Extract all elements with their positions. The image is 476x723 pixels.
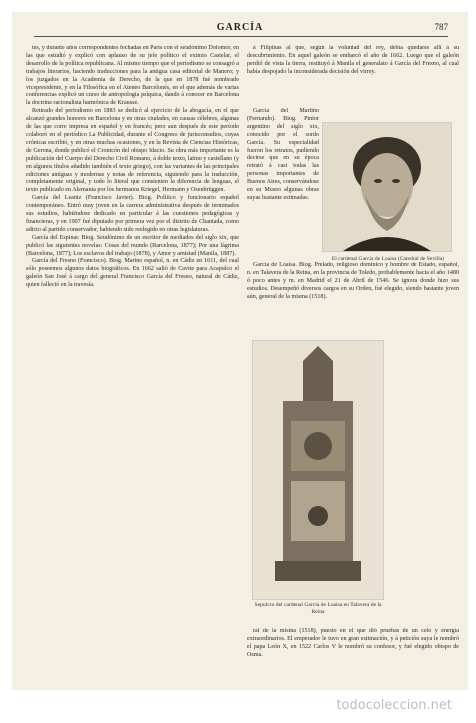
portrait-image xyxy=(323,123,451,251)
portrait-caption: El cardenal García de Loaisa (Catedral de Sevilla) xyxy=(331,256,445,262)
paragraph: á Filipinas al que, según la voluntad del rey, debía quedarse allí á su descubrimiento. En aquel galeón se embarcó el año de 1662. Luego que el galeón perdió de vista la tierra, restituyó á Manila el generalato á García del Fresno, al cual había despojado la inconsiderada decisión del virrey. xyxy=(247,45,459,75)
entry-martino xyxy=(247,108,319,258)
portrait-photo xyxy=(322,122,452,252)
header-rule xyxy=(34,36,448,37)
page-header xyxy=(12,22,468,40)
paragraph: García del Leaniz (Francisco Javier). Biog. Político y funcionario español contemporáneo. Entró muy joven en la carrera administrativa después de terminados sus estudios, habiéndose dedicado en particular á las cuestiones pedagógicas y financieras, y en 1907 fué diputado por primera vez por el distrito de Chantada, como adicto al partido conservador, habiendo sido reelegido en otras legislaturas. xyxy=(26,195,239,233)
paragraph: tes, y durante años correspondentes fechadas en París con el seudónimo Dolomor, en las que estudió y explicó con aplauso de su jefe político el eximio Castelar, el desarrollo de la política republicana. Al mismo tiempo que el periodismo se consagró a trabajos literarios, haciendo traducciones para la antigua casa editorial de Manero; y los juzgados en la Academia de Derecho, de la que en 1878 fué nombrado vicepresidente, y en la Filosófica en el Ateneo Barcelonés, en el que además de varias conferencias explicó un curso de antropología psíquica, dando á conocer en Barcelona la doctrina racionalista harmónica de Krausse. xyxy=(26,45,239,107)
right-column-top xyxy=(247,45,459,107)
paragraph: ral de la misma (1518), puesto en el que dió pruebas de un celo y energía extraordinarios. El emperador le tuvo en gran estimación, y á petición suya le nombró el papa León X, en 1522 Carlos V le nombró su confesor, y fué elegido obispo de Osma. xyxy=(247,628,459,658)
running-title: GARCÍA xyxy=(216,22,264,33)
paragraph: Retirado del periodismo en 1883 se dedicó al ejercicio de la abogacía, en el que alcanzó grandes honores en Barcelona y en otras ciudades, en causas célebres, algunas de las que corre impresa en español y en francés; pero aun después de este período colaboró en el periódico La Publicidad, durante el Congreso de jurisconsultos, cuyas crónicas escribió, y en otras muchas ocasiones, y en la Revista de Ciencias Históricas, de Gerona, donde publicó el Cronicón del obispo Idacio. Su obra más importante es la publicación del Cuerpo del Derecho Civil Romano, á doble texto, latino y castellano (y en algunos títulos añadido también el texto griego), con las variantes de las principales ediciones antiguas y modernas y notas de referencia, siguiendo para la traducción, completamente original, y todo lo literal que consienten la diferencia de lenguas, el texto publicado en Alemania por los hermanos Kriegel, Hermann y Osenbrüggen. xyxy=(26,108,239,194)
footer xyxy=(0,690,476,723)
entry-loaisa xyxy=(247,262,459,334)
tomb-photo xyxy=(252,340,384,600)
paragraph: García del Fresno (Francisco). Biog. Marino español, n. en Cádiz en 1611, del cual sólo poseemos algunos datos biográficos. En 1662 salió de Cavite para Acapulco el galeón San José á cargo del general Francisco García del Fresno, natural de Cádiz, quien falleció en la travesía. xyxy=(26,258,239,289)
left-column xyxy=(26,45,239,685)
watermark-logo: todocoleccion.net xyxy=(336,698,452,713)
right-column-bottom xyxy=(247,628,459,686)
page-number: 787 xyxy=(434,22,448,32)
tomb-image xyxy=(253,341,383,599)
tomb-caption: Sepulcro del cardenal García de Loaisa en Talavera de la Reina xyxy=(254,602,382,615)
paragraph: García de Loaisa. Biog. Prelado, religioso dominico y hombre de Estado, español, n. en Talavera de la Reina, en la provincia de Toledo, probablemente hacia el año 1480 ó poco antes y m. en Madrid el 21 de Abril de 1546. Se ignora donde hizo sus estudios. Desempeñó diversos cargos en su Orden, fué elegido, siendo bastante joven aún, general de la misma (1518). xyxy=(247,262,459,300)
paragraph: García del Martino (Fernando). Biog. Pintor argentino del siglo xix, conocido por el sordo García. Su especialidad fueron los retratos, pudiendo decirse que en su época retrató á casi todas las personas importantes de Buenos Aires, conservándose en su Museo algunas obras suyas bastante estimadas. xyxy=(247,108,319,201)
paragraph: García del Espinar. Biog. Seudónimo de un escritor de mediados del siglo xix, que publicó las siguientes novelas: Cosas del mundo (Barcelona, 1877); Por una lágrima (Barcelona, 1877); Los esclavos del trabajo (1878), y Amor y amistad (Manila, 1887). xyxy=(26,234,239,257)
